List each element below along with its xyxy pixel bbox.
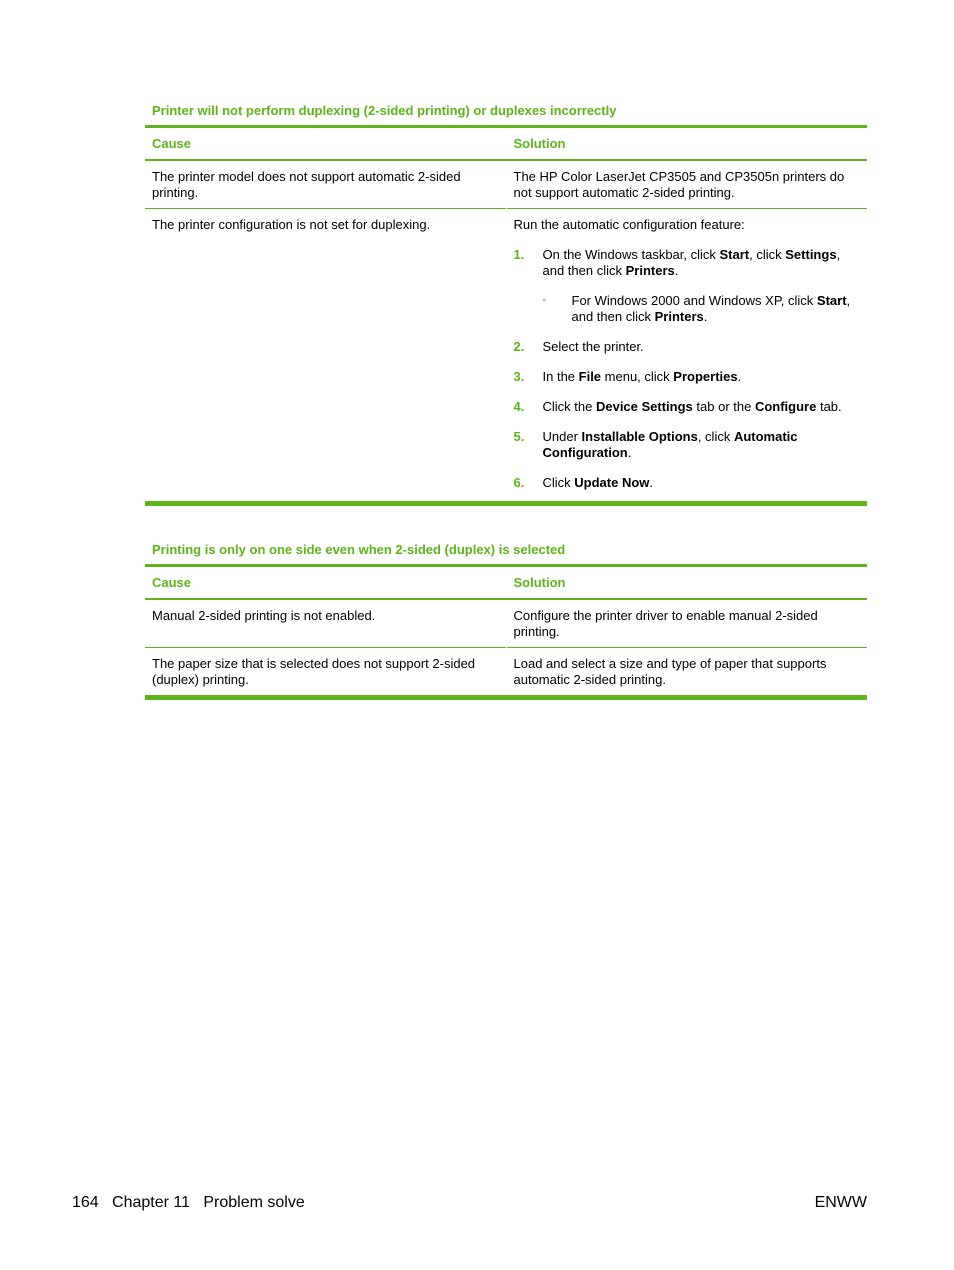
step-text: Under Installable Options, click Automatic Configuration. — [542, 429, 798, 460]
sub-item — [543, 293, 861, 325]
solution-header: Solution — [513, 575, 566, 590]
locale-code: ENWW — [814, 1194, 867, 1211]
page-footer — [72, 1193, 867, 1213]
cause-header: Cause — [145, 566, 506, 600]
section-title: Printing is only on one side even when 2-sided (duplex) is selected — [152, 542, 566, 557]
sub-list — [543, 293, 861, 325]
step-number: 3. — [513, 369, 525, 384]
cause-solution-table — [145, 125, 867, 506]
cause-cell: The printer model does not support automatic 2-sided printing. — [145, 160, 506, 209]
step-item — [514, 429, 861, 461]
step-item — [514, 475, 861, 491]
cause-solution-table — [145, 564, 867, 700]
table-header-row — [145, 127, 867, 161]
solution-cell: Configure the printer driver to enable manual 2-sided printing. — [513, 608, 818, 639]
solution-cell: Load and select a size and type of paper that supports automatic 2-sided printing. — [506, 648, 867, 698]
one-side-printing-section — [145, 542, 867, 700]
cause-header: Cause — [145, 127, 506, 161]
cause-cell: The paper size that is selected does not support 2-sided (duplex) printing. — [145, 648, 506, 698]
cause-cell: The printer configuration is not set for duplexing. — [145, 209, 506, 504]
duplexing-issue-section — [145, 103, 867, 506]
table-row — [145, 209, 867, 504]
bullet-icon: ◦ — [542, 295, 547, 306]
step-text: Select the printer. — [542, 339, 644, 354]
section-title: Printer will not perform duplexing (2-sided printing) or duplexes incorrectly — [152, 103, 617, 118]
chapter-title: Problem solve — [203, 1194, 305, 1211]
chapter-label: Chapter 11 — [112, 1194, 191, 1211]
table-row — [145, 160, 867, 209]
step-text: Click the Device Settings tab or the Configure tab. — [542, 399, 842, 414]
step-number: 6. — [513, 475, 525, 490]
sub-text: For Windows 2000 and Windows XP, click Start, and then click Printers. — [571, 293, 851, 324]
step-item — [514, 369, 861, 385]
step-text: On the Windows taskbar, click Start, click Settings, and then click Printers. — [542, 247, 841, 278]
table-row — [145, 599, 867, 648]
step-item — [514, 399, 861, 415]
page-number: 164 — [72, 1194, 99, 1211]
solution-cell: The HP Color LaserJet CP3505 and CP3505n printers do not support automatic 2-sided printing. — [513, 169, 845, 200]
step-text: Click Update Now. — [542, 475, 654, 490]
table-row — [145, 648, 867, 698]
step-number: 5. — [513, 429, 525, 444]
table-header-row — [145, 566, 867, 600]
step-number: 2. — [513, 339, 525, 354]
cause-cell: Manual 2-sided printing is not enabled. — [145, 599, 506, 648]
step-text: In the File menu, click Properties. — [542, 369, 742, 384]
step-number: 1. — [513, 247, 525, 262]
step-item — [514, 247, 861, 325]
solution-cell — [506, 209, 867, 504]
step-item — [514, 339, 861, 355]
solution-intro: Run the automatic configuration feature: — [513, 217, 745, 232]
steps-list — [514, 247, 861, 491]
step-number: 4. — [513, 399, 525, 414]
solution-header: Solution — [513, 136, 566, 151]
